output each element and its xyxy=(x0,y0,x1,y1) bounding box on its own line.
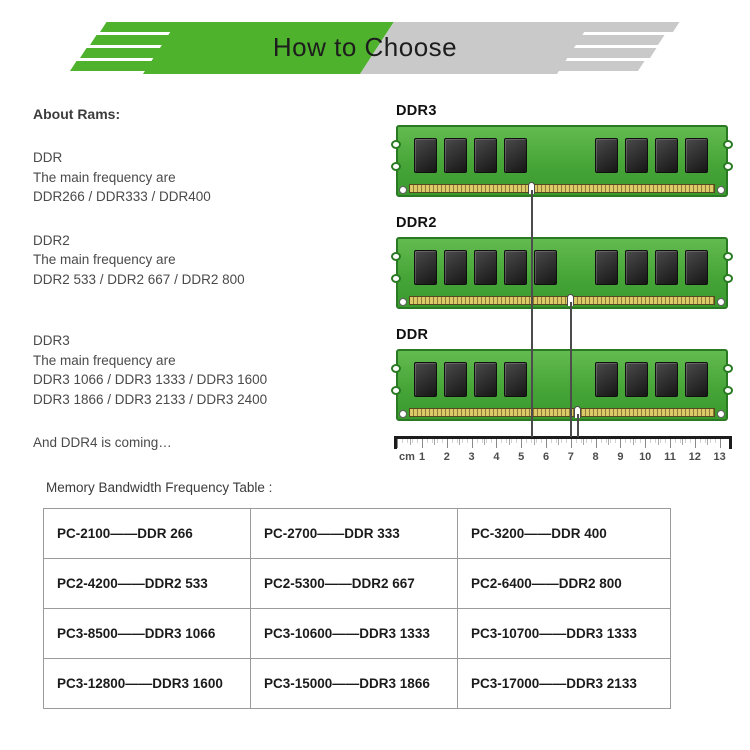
ruler-number: 8 xyxy=(592,451,599,463)
ruler-tick xyxy=(561,439,562,443)
pin-strip xyxy=(409,184,715,193)
edge-notch xyxy=(723,252,733,261)
callout-line xyxy=(531,190,533,437)
ruler-tick xyxy=(576,439,577,443)
edge-notch xyxy=(723,140,733,149)
memory-chip xyxy=(444,362,467,397)
edge-notch xyxy=(391,386,401,395)
ram-block xyxy=(396,103,730,197)
banner-stripe-gray xyxy=(480,61,644,71)
table-cell: PC2-5300——DDR2 667 xyxy=(251,559,458,609)
ruler-tick xyxy=(625,439,626,443)
about-line: DDR3 xyxy=(33,333,70,348)
memory-chip xyxy=(504,138,527,173)
memory-chip xyxy=(474,362,497,397)
about-line: The main frequency are xyxy=(33,352,176,368)
ram-block xyxy=(396,215,730,309)
ruler-tick xyxy=(645,439,646,448)
ruler-tick xyxy=(615,439,616,443)
memory-chip xyxy=(685,250,708,285)
ram-label: DDR2 xyxy=(396,215,437,231)
table-cell: PC-3200——DDR 400 xyxy=(458,509,671,559)
ruler-tick xyxy=(690,439,691,443)
ruler-tick xyxy=(477,439,478,443)
ruler-tick xyxy=(551,439,552,443)
ruler-tick xyxy=(556,439,557,443)
ruler-tick xyxy=(434,439,435,445)
table-cell: PC2-6400——DDR2 800 xyxy=(458,559,671,609)
memory-chip xyxy=(595,362,618,397)
ruler-tick xyxy=(457,439,458,443)
ruler-number: 12 xyxy=(688,451,701,463)
ruler-tick xyxy=(534,439,535,445)
ruler-tick xyxy=(620,439,621,448)
about-line: DDR3 1866 / DDR3 2133 / DDR3 2400 xyxy=(33,391,268,407)
ruler-tick xyxy=(459,439,460,445)
about-line: DDR2 xyxy=(33,232,70,248)
ruler-tick xyxy=(442,439,443,443)
ruler-tick xyxy=(571,439,572,448)
edge-notch xyxy=(723,386,733,395)
ruler-tick xyxy=(501,439,502,443)
about-paragraphs xyxy=(33,148,383,453)
edge-notch xyxy=(391,274,401,283)
ram-label: DDR3 xyxy=(396,103,437,119)
ram-stick xyxy=(396,125,728,197)
ruler-tick xyxy=(402,439,403,443)
ruler-tick xyxy=(680,439,681,443)
ruler-tick xyxy=(410,439,411,445)
ram-label: DDR xyxy=(396,327,429,343)
ruler-tick xyxy=(462,439,463,443)
memory-chip xyxy=(595,138,618,173)
ruler-tick xyxy=(491,439,492,443)
ruler-tick xyxy=(581,439,582,443)
callout-line xyxy=(570,302,572,437)
ruler-tick xyxy=(521,439,522,448)
ruler-tick xyxy=(670,439,671,448)
ruler-number: 9 xyxy=(617,451,624,463)
about-line: DDR266 / DDR333 / DDR400 xyxy=(33,189,211,204)
ruler-tick xyxy=(558,439,559,445)
ruler-number: 11 xyxy=(664,451,676,463)
memory-chip xyxy=(655,250,678,285)
freq-table-title: Memory Bandwidth Frequency Table : xyxy=(46,480,273,495)
ruler-tick xyxy=(472,439,473,448)
mount-hole xyxy=(717,186,725,194)
ruler-number: 6 xyxy=(542,451,550,463)
edge-notch xyxy=(723,274,733,283)
ruler-tick xyxy=(509,439,510,445)
ruler-tick xyxy=(685,439,686,443)
ruler-tick xyxy=(397,439,398,448)
ruler-tick xyxy=(452,439,453,443)
ruler-tick xyxy=(707,439,708,445)
edge-notch xyxy=(723,364,733,373)
table-row xyxy=(44,659,671,709)
memory-chip xyxy=(444,138,467,173)
ruler-tick xyxy=(610,439,611,443)
ruler-number: 7 xyxy=(567,451,574,463)
memory-chip xyxy=(655,138,678,173)
freq-table xyxy=(43,508,671,709)
ruler-tick xyxy=(432,439,433,443)
ruler-tick xyxy=(591,439,592,443)
about-paragraph xyxy=(33,231,383,290)
ruler-tick xyxy=(407,439,408,443)
about-line: DDR xyxy=(33,150,63,165)
about-section xyxy=(33,106,383,453)
memory-chip xyxy=(444,250,467,285)
ruler-tick xyxy=(640,439,641,443)
table-cell: PC3-8500——DDR3 1066 xyxy=(44,609,251,659)
page-title: How to Choose xyxy=(272,32,458,62)
ruler-number: 1 xyxy=(418,451,426,463)
about-line: The main frequency are xyxy=(33,169,176,185)
memory-chip xyxy=(414,138,437,173)
ruler-tick xyxy=(546,439,547,448)
table-row xyxy=(44,509,671,559)
ruler-tick xyxy=(630,439,631,443)
table-cell: PC-2100——DDR 266 xyxy=(44,509,251,559)
ruler-tick xyxy=(526,439,527,443)
ruler-tick xyxy=(710,439,711,443)
memory-chip xyxy=(685,362,708,397)
memory-chip xyxy=(625,138,648,173)
table-cell: PC-2700——DDR 333 xyxy=(251,509,458,559)
table-cell: PC3-17000——DDR3 2133 xyxy=(458,659,671,709)
ruler-tick xyxy=(633,439,634,445)
ruler-tick xyxy=(675,439,676,443)
table-cell: PC3-10700——DDR3 1333 xyxy=(458,609,671,659)
about-paragraph xyxy=(33,148,383,207)
ruler-tick xyxy=(427,439,428,443)
ruler-number: 3 xyxy=(468,451,475,463)
ruler-tick xyxy=(496,439,497,448)
ruler-tick xyxy=(541,439,542,443)
ram-block xyxy=(396,327,730,421)
ruler-tick xyxy=(583,439,584,445)
table-cell: PC3-12800——DDR3 1600 xyxy=(44,659,251,709)
callout-line xyxy=(577,414,579,437)
ruler-tick xyxy=(511,439,512,443)
ruler-tick xyxy=(516,439,517,443)
memory-chip xyxy=(474,138,497,173)
ruler-tick xyxy=(484,439,485,445)
about-line: The main frequency are xyxy=(33,252,176,267)
ruler-tick xyxy=(417,439,418,443)
ruler-tick xyxy=(682,439,683,445)
memory-chip xyxy=(685,138,708,173)
ruler-tick xyxy=(608,439,609,445)
ruler-tick xyxy=(486,439,487,443)
ruler-number: 10 xyxy=(639,451,652,463)
ruler-tick xyxy=(720,439,721,448)
about-line: And DDR4 is coming… xyxy=(33,435,172,450)
ruler-number: 2 xyxy=(443,451,450,463)
ruler-tick xyxy=(695,439,696,448)
ruler-number: 13 xyxy=(713,451,726,463)
ruler-tick xyxy=(650,439,651,443)
ruler-tick xyxy=(655,439,656,443)
ruler-tick xyxy=(482,439,483,443)
about-paragraph xyxy=(33,433,383,453)
memory-chip xyxy=(504,250,527,285)
memory-chip xyxy=(414,250,437,285)
mount-hole xyxy=(399,186,407,194)
ruler-tick xyxy=(566,439,567,443)
edge-notch xyxy=(391,140,401,149)
table-cell: PC3-15000——DDR3 1866 xyxy=(251,659,458,709)
ruler-tick xyxy=(606,439,607,443)
ruler-tick xyxy=(660,439,661,443)
mount-hole xyxy=(399,298,407,306)
ruler-tick xyxy=(437,439,438,443)
about-heading: About Rams: xyxy=(33,106,121,122)
edge-notch xyxy=(391,162,401,171)
memory-chip xyxy=(655,362,678,397)
table-row xyxy=(44,559,671,609)
pin-strip xyxy=(409,408,715,417)
ram-stick xyxy=(396,349,728,421)
banner-stripe-gray xyxy=(480,35,664,45)
ruler-number: 5 xyxy=(518,451,525,463)
ruler-tick xyxy=(422,439,423,448)
ruler-tick xyxy=(715,439,716,443)
edge-notch xyxy=(391,252,401,261)
ruler-tick xyxy=(665,439,666,443)
about-paragraph xyxy=(33,331,383,409)
memory-chip xyxy=(625,250,648,285)
memory-chip xyxy=(595,250,618,285)
memory-chip xyxy=(414,362,437,397)
memory-chip xyxy=(474,250,497,285)
about-line: DDR2 533 / DDR2 667 / DDR2 800 xyxy=(33,271,245,287)
ruler-tick xyxy=(467,439,468,443)
ruler-tick xyxy=(635,439,636,443)
ruler-number: 4 xyxy=(493,451,500,463)
edge-notch xyxy=(391,364,401,373)
ruler xyxy=(394,436,732,466)
ruler-tick xyxy=(412,439,413,443)
ram-diagrams xyxy=(396,103,730,439)
ruler-tick xyxy=(531,439,532,443)
ruler-tick xyxy=(705,439,706,443)
ruler-tick xyxy=(700,439,701,443)
memory-chip xyxy=(504,362,527,397)
mount-hole xyxy=(717,410,725,418)
memory-chip xyxy=(625,362,648,397)
memory-chip xyxy=(534,250,557,285)
about-line: DDR3 1066 / DDR3 1333 / DDR3 1600 xyxy=(33,372,268,387)
ruler-unit-label: cm xyxy=(399,451,415,463)
ruler-frame xyxy=(394,436,732,449)
pin-strip xyxy=(409,296,715,305)
ruler-tick xyxy=(506,439,507,443)
ruler-tick xyxy=(601,439,602,443)
freq-table-body xyxy=(44,509,671,709)
mount-hole xyxy=(717,298,725,306)
banner-stripe-gray xyxy=(480,48,656,58)
ruler-tick xyxy=(536,439,537,443)
table-row xyxy=(44,609,671,659)
ruler-tick xyxy=(447,439,448,448)
table-cell: PC3-10600——DDR3 1333 xyxy=(251,609,458,659)
ruler-tick xyxy=(658,439,659,445)
ram-stick xyxy=(396,237,728,309)
table-cell: PC2-4200——DDR2 533 xyxy=(44,559,251,609)
edge-notch xyxy=(723,162,733,171)
mount-hole xyxy=(399,410,407,418)
banner-stripe-gray xyxy=(480,22,679,32)
ruler-tick xyxy=(586,439,587,443)
ruler-tick xyxy=(596,439,597,448)
